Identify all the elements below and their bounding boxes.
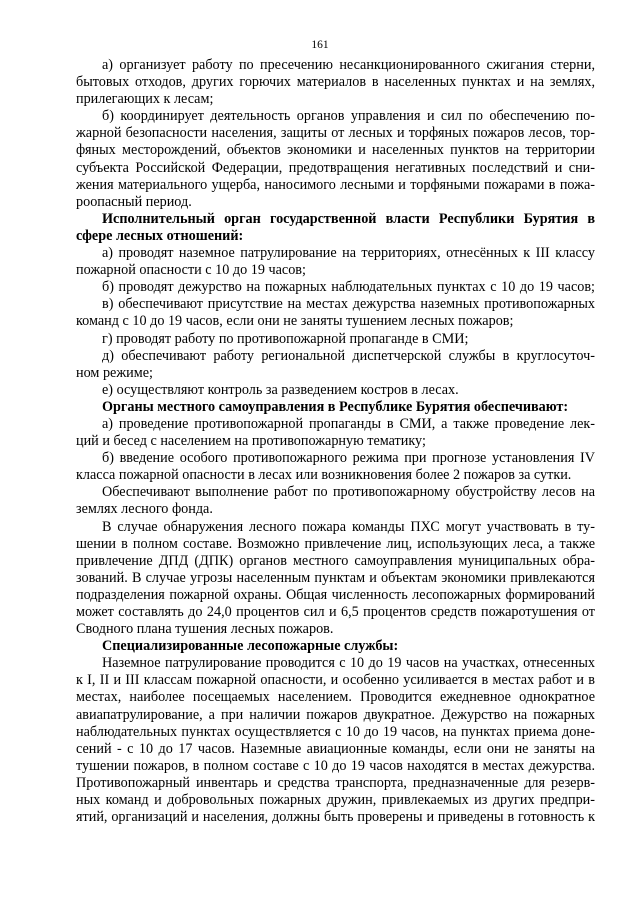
text-line: Сводного плана тушения лесных пожаров.: [76, 621, 334, 638]
text-line: класса пожарной опасности в лесах или возникновения более 2 пожаров за сутки.: [76, 467, 572, 484]
text-line: Наземное патрулирование проводится с 10 до 19 часов на участках, отнесенных: [102, 655, 595, 672]
text-line: а) проводят наземное патрулирование на территориях, отнесённых к III классу: [102, 245, 595, 262]
text-line: ций и бесед с населением на противопожарную тематику;: [76, 433, 426, 450]
text-line: субъекта Российской Федерации, предотвращения негативных последствий и сни-: [76, 159, 595, 176]
text-line: подразделения пожарной охраны. Общая численность лесопожарных формирований: [76, 586, 595, 603]
text-line: жения материального ущерба, наносимого лесными и торфяными пожарами в пожа-: [76, 176, 595, 193]
text-line: к I, II и III классам пожарной опасности, и особенно усиливается в местах работ и в: [76, 672, 595, 689]
text-line: Противопожарный инвентарь и средства транспорта, предназначенные для резерв-: [76, 774, 595, 791]
text-line: ном режиме;: [76, 364, 153, 381]
text-line: фяных месторождений, объектов экономики и населенных пунктов на территории: [76, 142, 595, 159]
text-line: сений - с 10 до 17 часов. Наземные авиационные команды, если они не заняты на: [76, 740, 595, 757]
text-line: б) проводят дежурство на пожарных наблюдательных пунктах с 10 до 19 часов;: [102, 279, 595, 296]
text-line: ятий, организаций и населения, должны быть проверены и приведены в готовность к: [76, 809, 595, 826]
text-line: авиапатрулирование, а при наличии пожаров двукратное. Дежурство на пожарных: [76, 706, 595, 723]
text-line: бытовых отходов, других горючих материалов в населенных пунктах и на землях,: [76, 74, 595, 91]
section-heading-line: Органы местного самоуправления в Республике Бурятия обеспечивают:: [102, 398, 569, 415]
text-line: а) проведение противопожарной пропаганды в СМИ, а также проведение лек-: [102, 415, 595, 432]
text-line: роопасный период.: [76, 193, 192, 210]
text-line: д) обеспечивают работу региональной диспетчерской службы в круглосуточ-: [102, 347, 595, 364]
section-heading-line: Исполнительный орган государственной власти Республики Бурятия в: [102, 210, 595, 227]
text-line: б) координирует деятельность органов управления и сил по обеспечению по-: [102, 108, 595, 125]
text-line: наблюдательных пунктах осуществляется с 10 до 19 часов, на пунктах приема доне-: [76, 723, 595, 740]
text-line: жарной безопасности населения, защиты от лесных и торфяных пожаров лесов, тор-: [76, 125, 595, 142]
section-heading-line: сфере лесных отношений:: [76, 227, 244, 244]
text-line: пожарной опасности с 10 до 19 часов;: [76, 262, 306, 279]
text-line: шении в полном составе. Возможно привлечение лиц, использующих леса, а также: [76, 535, 595, 552]
text-line: В случае обнаружения лесного пожара команды ПХС могут участвовать в ту-: [102, 518, 595, 535]
page-number: 161: [311, 39, 329, 51]
text-line: местах, наиболее посещаемых населением. Проводится ежедневное однократное: [76, 689, 595, 706]
text-line: зований. В случае угрозы населенным пунктам и объектам экономики привлекаются: [76, 569, 595, 586]
text-line: г) проводят работу по противопожарной пропаганде в СМИ;: [102, 330, 469, 347]
text-line: ных команд и добровольных пожарных дружин, привлекаемых из других предпри-: [76, 792, 595, 809]
text-line: землях лесного фонда.: [76, 501, 213, 518]
section-heading-line: Специализированные лесопожарные службы:: [102, 638, 399, 655]
text-line: привлечение ДПД (ДПК) органов местного самоуправления муниципальных обра-: [76, 552, 595, 569]
text-line: команд с 10 до 19 часов, если они не заняты тушением лесных пожаров;: [76, 313, 514, 330]
text-line: в) обеспечивают присутствие на местах дежурства наземных противопожарных: [102, 296, 595, 313]
text-line: е) осуществляют контроль за разведением костров в лесах.: [102, 381, 459, 398]
text-line: прилегающих к лесам;: [76, 91, 214, 108]
text-line: а) организует работу по пресечению несанкционированного сжигания стерни,: [102, 57, 595, 73]
text-line: б) введение особого противопожарного режима при прогнозе установления IV: [102, 450, 595, 467]
text-line: тушении пожаров, в полном составе с 10 до 19 часов находятся в местах дежурства.: [76, 757, 595, 774]
text-line: Обеспечивают выполнение работ по противопожарному обустройству лесов на: [102, 484, 595, 501]
text-line: может составлять до 24,0 процентов сил и 6,5 процентов средств пожаротушения от: [76, 604, 595, 620]
document-body: [76, 57, 595, 826]
